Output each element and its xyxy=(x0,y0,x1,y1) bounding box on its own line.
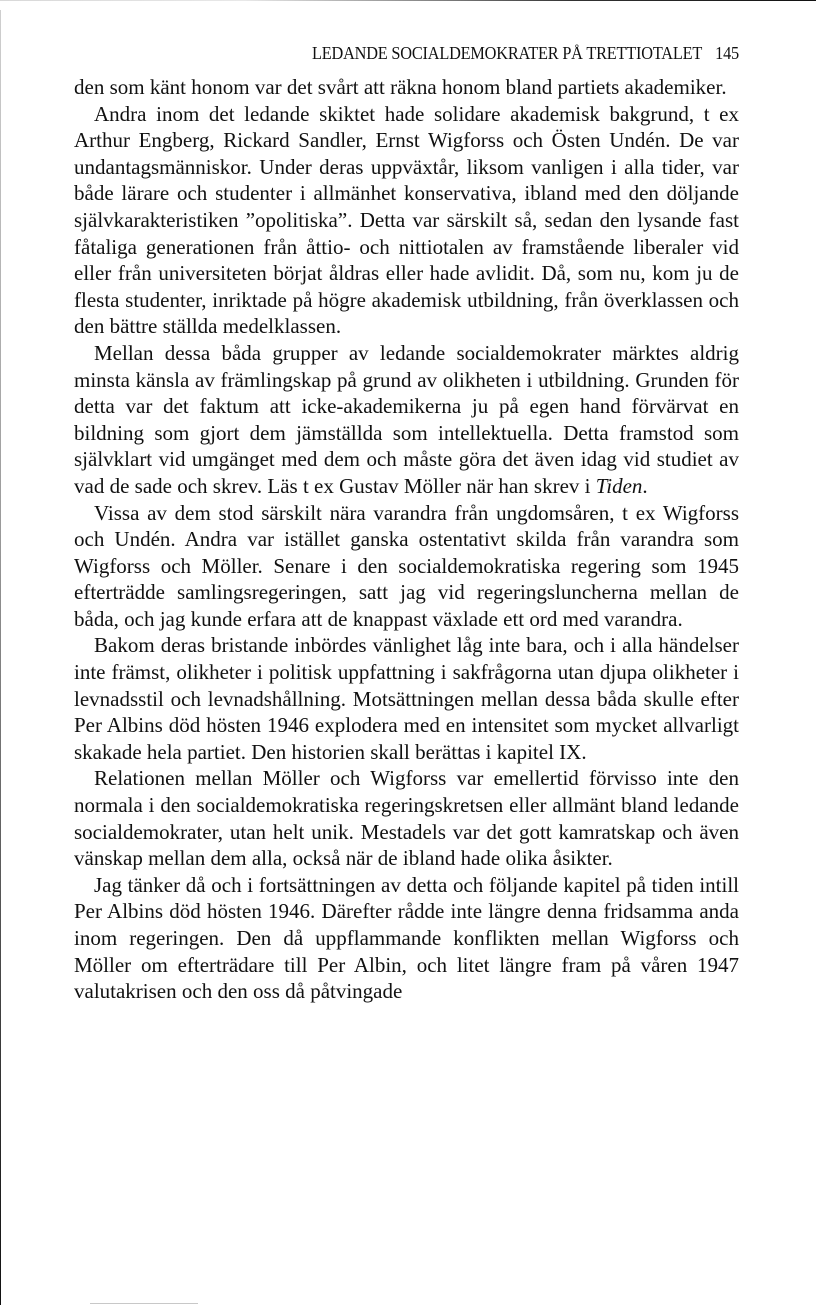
scan-edge-bottom xyxy=(90,1303,198,1304)
body-text xyxy=(74,74,739,1005)
paragraph-4: Vissa av dem stod särskilt nära varandra från ungdomsåren, t ex Wigforss och Undén. Andra var istället ganska ostentativt skilda från varandra som Wigforss och Möller. Senare i den socialdemokratiska regering som 1945 efterträdde samlingsregeringen, satt jag vid regeringsluncherna mellan de båda, och jag kunde erfara att de knappast växlade ett ord med varandra. xyxy=(74,500,739,631)
running-header xyxy=(121,38,739,68)
paragraph-2: Andra inom det ledande skiktet hade solidare akademisk bakgrund, t ex Arthur Engberg, Rickard Sandler, Ernst Wigforss och Östen Undén. De var undantagsmänniskor. Under deras uppväxtår, liksom vanligen i alla tider, var både lärare och studenter i allmänhet konservativa, ibland med den döljande självkarakteristiken ”opolitiska”. Detta var särskilt så, sedan den lysande fast fåtaliga generationen från åttio- och nittiotalen av framstående liberaler vid eller från universiteten börjat åldras eller hade avlidit. Då, som nu, kom ju de flesta studenter, inriktade på högre akademisk utbildning, från överklassen och den bättre ställda medelklassen. xyxy=(74,101,739,339)
paragraph-3-end: . xyxy=(642,473,648,498)
paragraph-3-text: Mellan dessa båda grupper av ledande socialdemokrater märktes aldrig minsta känsla av främlingskap på grund av olikheten i utbildning. Grunden för detta var det faktum att icke-akademikerna ju på egen hand förvärvat en bildning som gjort dem jämställda som intellektuella. Detta framstod som självklart vid umgänget med dem och måste göra det även idag vid studiet av vad de sade och skrev. Läs t ex Gustav Möller när han skrev i xyxy=(74,340,739,498)
paragraph-1: den som känt honom var det svårt att räkna honom bland partiets akademiker. xyxy=(74,75,727,99)
paragraph-6: Relationen mellan Möller och Wigforss var emellertid förvisso inte den normala i den socialdemokratiska regeringskretsen eller allmänt bland ledande socialdemokrater, utan helt unik. Mestadels var det gott kamratskap och även vänskap mellan dem alla, också när de ibland hade olika åsikter. xyxy=(74,766,739,871)
book-page xyxy=(74,38,739,1005)
scan-edge-left xyxy=(0,10,1,1305)
page-number: 145 xyxy=(715,43,739,63)
scan-edge-top xyxy=(0,0,816,1)
publication-title-tiden: Tiden xyxy=(595,473,643,498)
paragraph-7: Jag tänker då och i fortsättningen av detta och följande kapitel på tiden intill Per Albins död hösten 1946. Därefter rådde inte längre denna fridsamma anda inom regeringen. Den då uppflammande konflikten mellan Wigforss och Möller om efterträdare till Per Albin, och litet längre fram på våren 1947 valutakrisen och den oss då påtvingade xyxy=(74,872,739,1004)
running-head-title: LEDANDE SOCIALDEMOKRATER PÅ TRETTIOTALET xyxy=(311,43,703,63)
paragraph-3 xyxy=(74,340,739,500)
paragraph-5: Bakom deras bristande inbördes vänlighet låg inte bara, och i alla händelser inte främst, olikheter i politisk uppfattning i sakfrågorna utan djupa olikheter i levnadsstil och levnadshållning. Motsättningen mellan dessa båda skulle efter Per Albins död hösten 1946 explodera med en intensitet som mycket allvarligt skakade hela partiet. Den historien skall berättas i kapitel IX. xyxy=(74,633,739,764)
